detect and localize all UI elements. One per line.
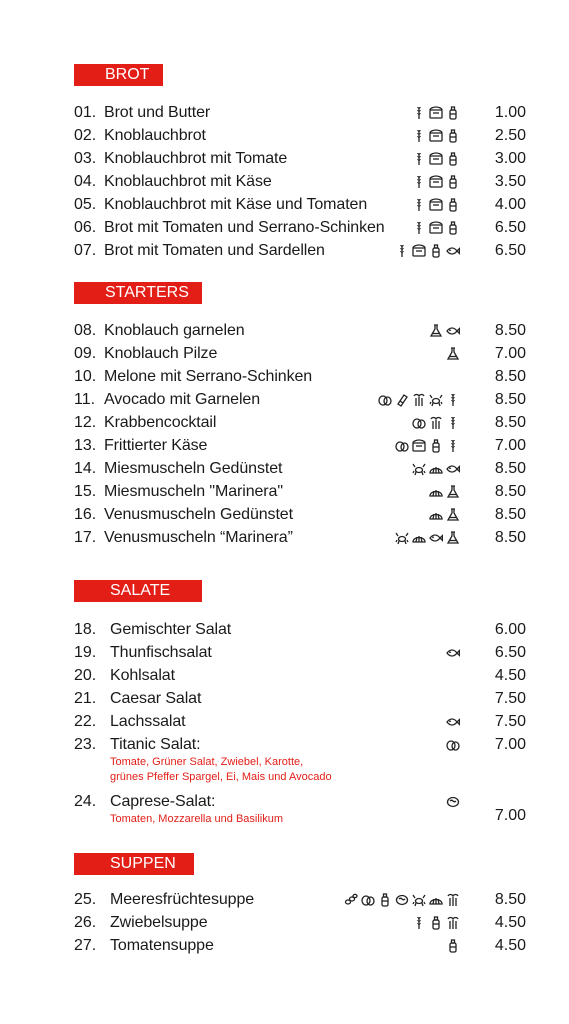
item-name: Meeresfrüchtesuppe — [110, 891, 255, 908]
allergen-icons — [395, 243, 460, 259]
item-number: 18. — [74, 621, 97, 638]
item-price: 6.00 — [494, 621, 526, 638]
item-price: 4.50 — [494, 914, 526, 931]
menu-item — [74, 734, 526, 783]
crab-icon — [412, 462, 426, 476]
item-number: 08. — [74, 322, 97, 339]
menu-item — [74, 366, 526, 388]
item-number: 21. — [74, 690, 97, 707]
menu-item — [74, 217, 526, 239]
bread-icon — [429, 106, 443, 120]
shell-icon — [429, 485, 443, 499]
allergen-icons — [412, 197, 460, 213]
item-number: 10. — [74, 368, 97, 385]
soy-icon — [344, 893, 358, 907]
menu-item — [74, 711, 526, 733]
menu-item — [74, 102, 526, 124]
item-number: 04. — [74, 173, 97, 190]
section-title: BROT — [105, 66, 150, 83]
bottle-icon — [446, 106, 460, 120]
menu-item — [74, 343, 526, 365]
item-number: 06. — [74, 219, 97, 236]
item-name: Zwiebelsuppe — [110, 914, 208, 931]
item-price: 4.50 — [494, 667, 526, 684]
item-price: 4.50 — [494, 937, 526, 954]
item-price: 2.50 — [494, 127, 526, 144]
crab-icon — [429, 393, 443, 407]
egg-icon — [361, 893, 375, 907]
item-name: Tomatensuppe — [110, 937, 214, 954]
item-description: Tomaten, Mozzarella und Basilikum — [110, 813, 284, 825]
celery-icon — [446, 916, 460, 930]
item-number: 16. — [74, 506, 97, 523]
item-number: 25. — [74, 891, 97, 908]
item-price: 3.00 — [494, 150, 526, 167]
menu-item — [74, 240, 526, 262]
item-price: 8.50 — [494, 322, 526, 339]
item-price: 7.00 — [494, 807, 526, 824]
menu-item — [74, 889, 526, 911]
menu-item — [74, 481, 526, 503]
item-name: Knoblauch garnelen — [104, 322, 245, 339]
allergen-icons — [429, 507, 460, 523]
item-price: 8.50 — [494, 414, 526, 431]
shell-icon — [429, 893, 443, 907]
allergen-icons — [412, 105, 460, 121]
bread-icon — [429, 198, 443, 212]
section-title: SALATE — [110, 582, 171, 599]
item-name: Titanic Salat: — [110, 736, 201, 753]
bread-icon — [412, 439, 426, 453]
menu-item — [74, 688, 526, 710]
item-price: 6.50 — [494, 219, 526, 236]
item-number: 05. — [74, 196, 97, 213]
bottle-icon — [446, 175, 460, 189]
item-number: 24. — [74, 793, 97, 810]
bottle-icon — [446, 221, 460, 235]
wheat-icon — [412, 175, 426, 189]
item-name: Brot mit Tomaten und Serrano-Schinken — [104, 219, 385, 236]
menu-item — [74, 148, 526, 170]
menu-item — [74, 504, 526, 526]
milk-icon — [446, 795, 460, 809]
item-number: 02. — [74, 127, 97, 144]
menu-item — [74, 194, 526, 216]
allergen-icons — [412, 174, 460, 190]
item-number: 22. — [74, 713, 97, 730]
wheat-icon — [412, 221, 426, 235]
allergen-icons — [378, 392, 460, 408]
item-name: Avocado mit Garnelen — [104, 391, 261, 408]
menu-item — [74, 412, 526, 434]
section-title: STARTERS — [105, 284, 189, 301]
menu-item — [74, 389, 526, 411]
allergen-icons — [412, 151, 460, 167]
item-price: 7.00 — [494, 345, 526, 362]
item-name: Venusmuscheln Gedünstet — [104, 506, 293, 523]
allergen-icons — [446, 737, 460, 753]
egg-icon — [446, 738, 460, 752]
item-name: Miesmuscheln Gedünstet — [104, 460, 283, 477]
item-name: Kohlsalat — [110, 667, 175, 684]
item-price: 8.50 — [494, 529, 526, 546]
item-number: 27. — [74, 937, 97, 954]
item-number: 26. — [74, 914, 97, 931]
allergen-icons — [446, 645, 460, 661]
bread-icon — [429, 221, 443, 235]
milk-icon — [395, 893, 409, 907]
item-price: 7.50 — [494, 713, 526, 730]
allergen-icons — [412, 415, 460, 431]
item-price: 6.50 — [494, 242, 526, 259]
item-name: Knoblauchbrot mit Tomate — [104, 150, 288, 167]
menu-item — [74, 912, 526, 934]
bottle-icon — [446, 198, 460, 212]
menu-item — [74, 125, 526, 147]
section-header-brot — [74, 64, 163, 86]
item-number: 15. — [74, 483, 97, 500]
allergen-icons — [344, 892, 460, 908]
item-name: Knoblauchbrot — [104, 127, 206, 144]
allergen-icons — [412, 915, 460, 931]
item-number: 13. — [74, 437, 97, 454]
fish-icon — [429, 531, 443, 545]
item-name: Frittierter Käse — [104, 437, 208, 454]
flask-icon — [446, 508, 460, 522]
item-name: Knoblauchbrot mit Käse und Tomaten — [104, 196, 368, 213]
item-number: 01. — [74, 104, 97, 121]
bread-icon — [429, 129, 443, 143]
wheat-icon — [412, 198, 426, 212]
fish-icon — [446, 462, 460, 476]
section-header-suppen — [74, 853, 194, 875]
item-number: 19. — [74, 644, 97, 661]
allergen-icons — [412, 461, 460, 477]
bread-icon — [429, 152, 443, 166]
item-name: Melone mit Serrano-Schinken — [104, 368, 313, 385]
section-header-salate — [74, 580, 202, 602]
menu-item — [74, 642, 526, 664]
item-number: 23. — [74, 736, 97, 753]
wheat-icon — [395, 244, 409, 258]
menu-item — [74, 527, 526, 549]
item-name: Lachssalat — [110, 713, 186, 730]
item-name: Brot und Butter — [104, 104, 211, 121]
item-description: Tomate, Grüner Salat, Zwiebel, Karotte, — [110, 756, 304, 768]
item-name: Caesar Salat — [110, 690, 202, 707]
flask-icon — [446, 485, 460, 499]
item-name: Miesmuscheln "Marinera" — [104, 483, 283, 500]
bottle-icon — [429, 916, 443, 930]
wheat-icon — [446, 393, 460, 407]
item-name: Knoblauch Pilze — [104, 345, 218, 362]
item-number: 07. — [74, 242, 97, 259]
bread-icon — [429, 175, 443, 189]
item-price: 7.50 — [494, 690, 526, 707]
menu-item — [74, 665, 526, 687]
egg-icon — [412, 416, 426, 430]
item-price: 7.00 — [494, 736, 526, 753]
item-price: 8.50 — [494, 460, 526, 477]
section-title: SUPPEN — [110, 855, 176, 872]
wheat-icon — [412, 129, 426, 143]
item-name: Krabbencocktail — [104, 414, 217, 431]
bottle-icon — [429, 439, 443, 453]
allergen-icons — [429, 323, 460, 339]
flask-icon — [446, 347, 460, 361]
item-name: Gemischter Salat — [110, 621, 232, 638]
wheat-icon — [446, 439, 460, 453]
item-name: Brot mit Tomaten und Sardellen — [104, 242, 325, 259]
item-price: 8.50 — [494, 891, 526, 908]
item-name: Thunfischsalat — [110, 644, 212, 661]
mustard-icon — [395, 393, 409, 407]
wheat-icon — [446, 416, 460, 430]
item-name: Knoblauchbrot mit Käse — [104, 173, 272, 190]
item-price: 6.50 — [494, 644, 526, 661]
bread-icon — [412, 244, 426, 258]
item-number: 20. — [74, 667, 97, 684]
wheat-icon — [412, 152, 426, 166]
fish-icon — [446, 324, 460, 338]
bottle-icon — [446, 129, 460, 143]
allergen-icons — [395, 438, 460, 454]
egg-icon — [378, 393, 392, 407]
item-number: 09. — [74, 345, 97, 362]
menu-item — [74, 619, 526, 641]
bottle-icon — [446, 152, 460, 166]
allergen-icons — [412, 128, 460, 144]
allergen-icons — [446, 794, 460, 810]
celery-icon — [412, 393, 426, 407]
item-number: 12. — [74, 414, 97, 431]
fish-icon — [446, 715, 460, 729]
menu-item — [74, 435, 526, 457]
bottle-icon — [378, 893, 392, 907]
item-number: 14. — [74, 460, 97, 477]
bottle-icon — [446, 939, 460, 953]
item-price: 8.50 — [494, 391, 526, 408]
fish-icon — [446, 646, 460, 660]
allergen-icons — [446, 938, 460, 954]
item-price: 7.00 — [494, 437, 526, 454]
item-price: 8.50 — [494, 483, 526, 500]
menu-item — [74, 935, 526, 957]
item-price: 1.00 — [494, 104, 526, 121]
item-name: Caprese-Salat: — [110, 793, 216, 810]
celery-icon — [446, 893, 460, 907]
menu-item — [74, 320, 526, 342]
item-number: 03. — [74, 150, 97, 167]
section-header-starters — [74, 282, 202, 304]
item-number: 11. — [74, 391, 96, 408]
allergen-icons — [446, 346, 460, 362]
item-price: 8.50 — [494, 368, 526, 385]
allergen-icons — [429, 484, 460, 500]
allergen-icons — [446, 714, 460, 730]
fish-icon — [446, 244, 460, 258]
item-price: 8.50 — [494, 506, 526, 523]
wheat-icon — [412, 916, 426, 930]
item-price: 3.50 — [494, 173, 526, 190]
menu-item — [74, 171, 526, 193]
flask-icon — [429, 324, 443, 338]
shell-icon — [429, 508, 443, 522]
shell-icon — [429, 462, 443, 476]
crab-icon — [395, 531, 409, 545]
flask-icon — [446, 531, 460, 545]
celery-icon — [429, 416, 443, 430]
item-price: 4.00 — [494, 196, 526, 213]
crab-icon — [412, 893, 426, 907]
bottle-icon — [429, 244, 443, 258]
menu-item — [74, 458, 526, 480]
wheat-icon — [412, 106, 426, 120]
menu-item — [74, 791, 526, 825]
egg-icon — [395, 439, 409, 453]
allergen-icons — [395, 530, 460, 546]
shell-icon — [412, 531, 426, 545]
allergen-icons — [412, 220, 460, 236]
item-number: 17. — [74, 529, 97, 546]
item-description: grünes Pfeffer Spargel, Ei, Mais und Avocado — [110, 771, 332, 783]
item-name: Venusmuscheln “Marinera” — [104, 529, 293, 546]
